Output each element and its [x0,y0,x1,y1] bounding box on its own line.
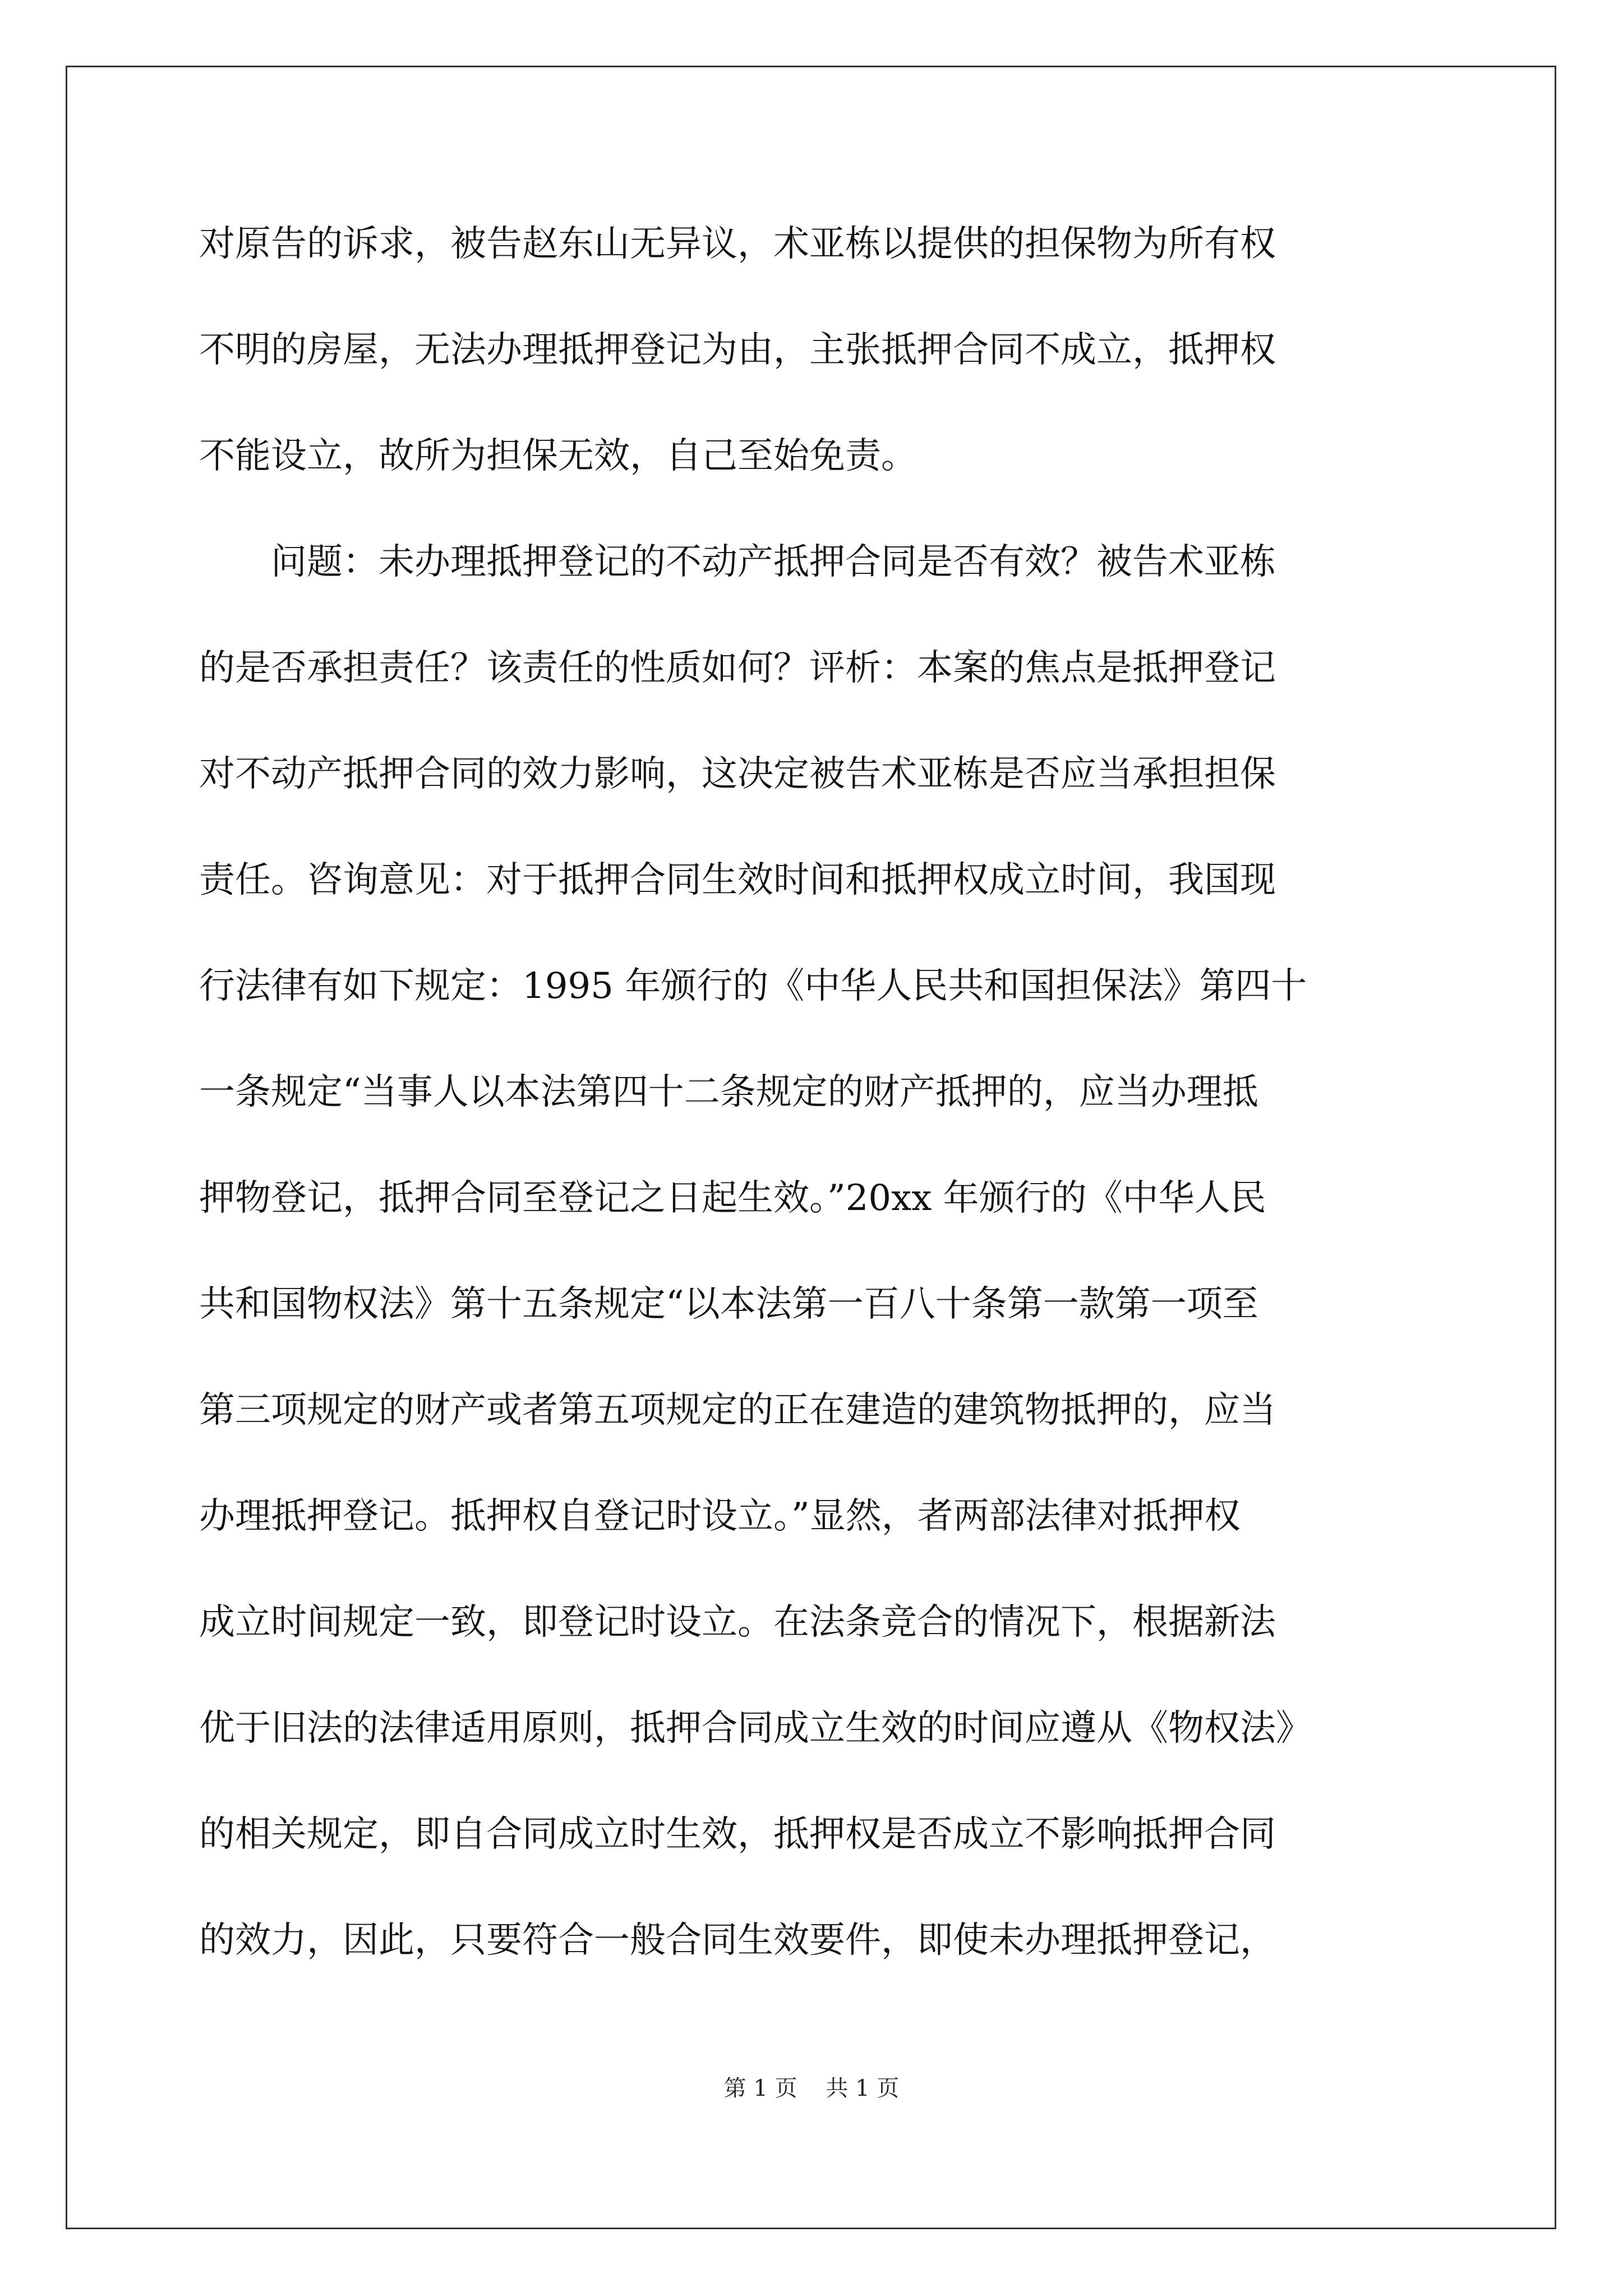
text-line: 的效力，因此，只要符合一般合同生效要件，即使未办理抵押登记， [199,1920,1276,1961]
document-body [199,216,1441,2018]
page-number-footer: 第 1 页 共 1 页 [723,2076,900,2101]
text-line: 行法律有如下规定：1995 年颁行的《中华人民共和国担保法》第四十 [199,965,1307,1007]
text-line: 优于旧法的法律适用原则，抵押合同成立生效的时间应遵从《物权法》 [199,1708,1312,1749]
paragraph-start-line: 问题：未办理抵押登记的不动产抵押合同是否有效？被告术亚栋 [271,541,1276,583]
text-line: 的相关规定，即自合同成立时生效，抵押权是否成立不影响抵押合同 [199,1814,1276,1855]
text-line: 办理抵押登记。抵押权自登记时设立。”显然，者两部法律对抵押权 [199,1496,1241,1537]
text-line: 对原告的诉求，被告赵东山无异议，术亚栋以提供的担保物为所有权 [199,223,1276,265]
text-line: 一条规定“当事人以本法第四十二条规定的财产抵押的，应当办理抵 [199,1071,1258,1113]
text-line: 成立时间规定一致，即登记时设立。在法条竞合的情况下，根据新法 [199,1602,1276,1643]
text-line: 押物登记，抵押合同至登记之日起生效。”20xx 年颁行的《中华人民 [199,1177,1266,1219]
text-line: 共和国物权法》第十五条规定“以本法第一百八十条第一款第一项至 [199,1283,1258,1325]
text-line: 不能设立，故所为担保无效，自己至始免责。 [199,435,917,477]
text-line: 对不动产抵押合同的效力影响，这决定被告术亚栋是否应当承担担保 [199,753,1276,795]
text-line: 第三项规定的财产或者第五项规定的正在建造的建筑物抵押的，应当 [199,1389,1276,1431]
text-line: 责任。咨询意见：对于抵押合同生效时间和抵押权成立时间，我国现 [199,859,1276,901]
text-line: 的是否承担责任？该责任的性质如何？评析：本案的焦点是抵押登记 [199,647,1276,689]
text-line: 不明的房屋，无法办理抵押登记为由，主张抵押合同不成立，抵押权 [199,329,1276,371]
